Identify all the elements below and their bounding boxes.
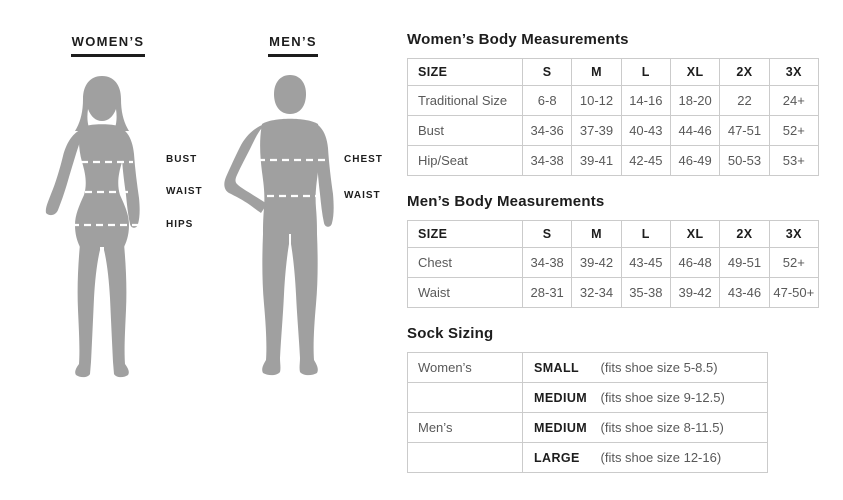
sock-group-label [408,383,523,413]
womens-figure-title-text: WOMEN’S [71,34,146,57]
table-row [408,146,819,176]
mens-waist-label: WAIST [344,190,381,201]
sock-fits-text: (fits shoe size 12-16) [601,443,768,473]
column-header: SIZE [408,59,523,86]
cell-value: 46-48 [670,248,719,278]
sock-size-label: MEDIUM [523,383,601,413]
table-row [408,383,768,413]
womens-body-measurements-table [407,58,819,176]
cell-value: 34-38 [523,146,572,176]
womens-silhouette-image [32,74,162,386]
cell-value: 35-38 [621,278,670,308]
column-header: 2X [720,221,769,248]
cell-value: 22 [720,86,769,116]
cell-value: 43-45 [621,248,670,278]
womens-waist-label: WAIST [166,186,203,197]
cell-value: 46-49 [670,146,719,176]
mens-body-measurements-title: Men’s Body Measurements [407,193,605,210]
table-row [408,86,819,116]
cell-value: 28-31 [523,278,572,308]
cell-value: 52+ [769,116,818,146]
table-header-row [408,221,819,248]
cell-value: 39-41 [572,146,621,176]
row-label: Traditional Size [408,86,523,116]
column-header: XL [670,221,719,248]
table-row [408,248,819,278]
column-header: 3X [769,221,818,248]
row-label: Bust [408,116,523,146]
cell-value: 49-51 [720,248,769,278]
sock-sizing-title: Sock Sizing [407,325,494,342]
mens-silhouette-image [215,72,340,390]
column-header: XL [670,59,719,86]
cell-value: 14-16 [621,86,670,116]
cell-value: 44-46 [670,116,719,146]
cell-value: 34-36 [523,116,572,146]
mens-figure-title [225,33,361,57]
womens-body-measurements-title: Women’s Body Measurements [407,31,629,48]
size-tables-panel [407,30,819,489]
cell-value: 32-34 [572,278,621,308]
column-header: M [572,221,621,248]
cell-value: 40-43 [621,116,670,146]
row-label: Waist [408,278,523,308]
table-header-row [408,59,819,86]
sock-fits-text: (fits shoe size 9-12.5) [601,383,768,413]
sock-size-label: LARGE [523,443,601,473]
column-header: M [572,59,621,86]
cell-value: 52+ [769,248,818,278]
sock-size-label: MEDIUM [523,413,601,443]
cell-value: 42-45 [621,146,670,176]
mens-figure-title-text: MEN’S [268,34,318,57]
cell-value: 43-46 [720,278,769,308]
cell-value: 6-8 [523,86,572,116]
cell-value: 18-20 [670,86,719,116]
cell-value: 24+ [769,86,818,116]
sock-size-label: SMALL [523,353,601,383]
cell-value: 47-50+ [769,278,818,308]
sock-group-label: Men’s [408,413,523,443]
column-header: S [523,221,572,248]
cell-value: 39-42 [572,248,621,278]
cell-value: 39-42 [670,278,719,308]
sock-group-label: Women’s [408,353,523,383]
womens-figure-title [40,33,176,57]
cell-value: 50-53 [720,146,769,176]
column-header: SIZE [408,221,523,248]
table-row [408,413,768,443]
column-header: 2X [720,59,769,86]
mens-body-measurements-table [407,220,819,308]
cell-value: 10-12 [572,86,621,116]
sock-sizing-table [407,352,768,473]
table-row [408,116,819,146]
table-row [408,443,768,473]
row-label: Chest [408,248,523,278]
sock-fits-text: (fits shoe size 5-8.5) [601,353,768,383]
sock-fits-text: (fits shoe size 8-11.5) [601,413,768,443]
womens-bust-label: BUST [166,154,198,165]
row-label: Hip/Seat [408,146,523,176]
cell-value: 47-51 [720,116,769,146]
column-header: L [621,221,670,248]
column-header: 3X [769,59,818,86]
male-silhouette-icon [215,72,340,390]
cell-value: 34-38 [523,248,572,278]
womens-hips-label: HIPS [166,219,194,230]
mens-chest-label: CHEST [344,154,383,165]
sock-group-label [408,443,523,473]
cell-value: 37-39 [572,116,621,146]
column-header: S [523,59,572,86]
cell-value: 53+ [769,146,818,176]
table-row [408,278,819,308]
table-row [408,353,768,383]
column-header: L [621,59,670,86]
female-silhouette-icon [32,74,162,386]
